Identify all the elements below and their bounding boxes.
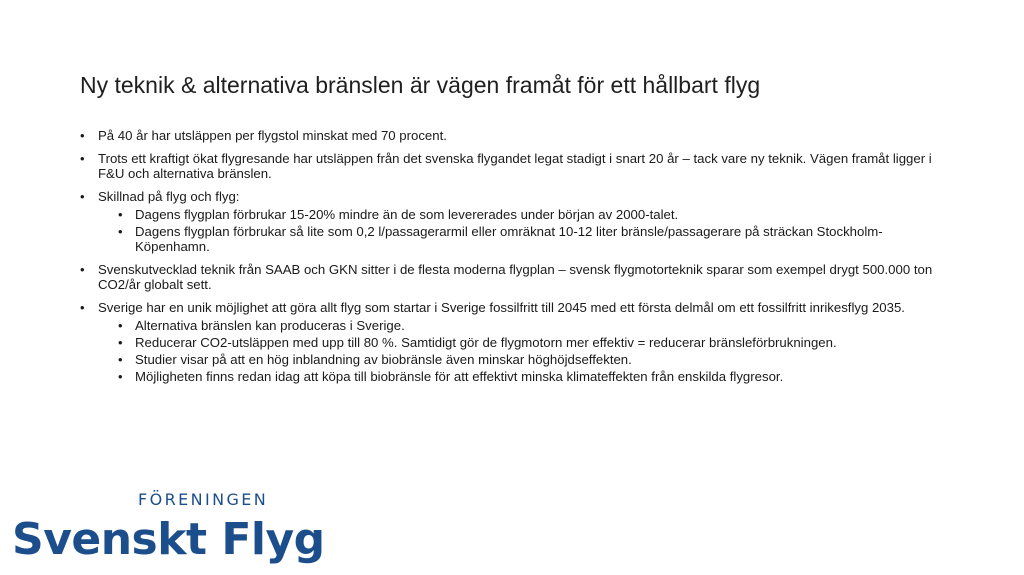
sub-bullet-item — [118, 335, 950, 350]
bullet-text: På 40 år har utsläppen per flygstol minskat med 70 procent. — [98, 128, 447, 143]
bullet-text: Svenskutvecklad teknik från SAAB och GKN sitter i de flesta moderna flygplan – svensk flygmotorteknik sparar som exempel drygt 500.000 ton CO2/år globalt sett. — [98, 262, 933, 292]
logo-top-text: FÖRENINGEN — [138, 490, 269, 509]
slide-title: Ny teknik & alternativa bränslen är vägen framåt för ett hållbart flyg — [80, 72, 761, 98]
sub-bullet-list — [98, 318, 950, 384]
bullet-item — [80, 128, 950, 143]
sub-bullet-text: Möjligheten finns redan idag att köpa till biobränsle för att effektivt minska klimateffekten från enskilda flygresor. — [135, 369, 784, 384]
bullet-item — [80, 189, 950, 254]
bullet-list — [80, 128, 950, 392]
bullet-item — [80, 151, 950, 181]
svenskt-flyg-logo — [12, 490, 325, 570]
sub-bullet-item — [118, 352, 950, 367]
logo-main-text: Svenskt Flyg — [12, 514, 325, 565]
sub-bullet-item — [118, 207, 950, 222]
sub-bullet-text: Reducerar CO2-utsläppen med upp till 80 %. Samtidigt gör de flygmotorn mer effektiv = reducerar bränsleförbrukningen. — [135, 335, 837, 350]
sub-bullet-item — [118, 318, 950, 333]
sub-bullet-text: Dagens flygplan förbrukar så lite som 0,2 l/passagerarmil eller omräknat 10-12 liter bränsle/passagerare på sträckan Stockholm-Köpenhamn. — [135, 224, 883, 254]
sub-bullet-list — [98, 207, 950, 254]
bullet-text: Trots ett kraftigt ökat flygresande har utsläppen från det svenska flygandet legat stadigt i snart 20 år – tack vare ny teknik. Vägen framåt ligger i F&U och alternativa bränslen. — [98, 151, 932, 181]
bullet-text: Skillnad på flyg och flyg: — [98, 189, 240, 204]
sub-bullet-item — [118, 369, 950, 384]
sub-bullet-text: Dagens flygplan förbrukar 15-20% mindre än de som levererades under början av 2000-talet. — [135, 207, 679, 222]
sub-bullet-text: Studier visar på att en hög inblandning av biobränsle även minskar höghöjdseffekten. — [135, 352, 632, 367]
bullet-item — [80, 300, 950, 384]
sub-bullet-text: Alternativa bränslen kan produceras i Sverige. — [135, 318, 405, 333]
bullet-text: Sverige har en unik möjlighet att göra allt flyg som startar i Sverige fossilfritt till 2045 med ett första delmål om ett fossilfritt inrikesflyg 2035. — [98, 300, 905, 315]
sub-bullet-item — [118, 224, 950, 254]
bullet-item — [80, 262, 950, 292]
